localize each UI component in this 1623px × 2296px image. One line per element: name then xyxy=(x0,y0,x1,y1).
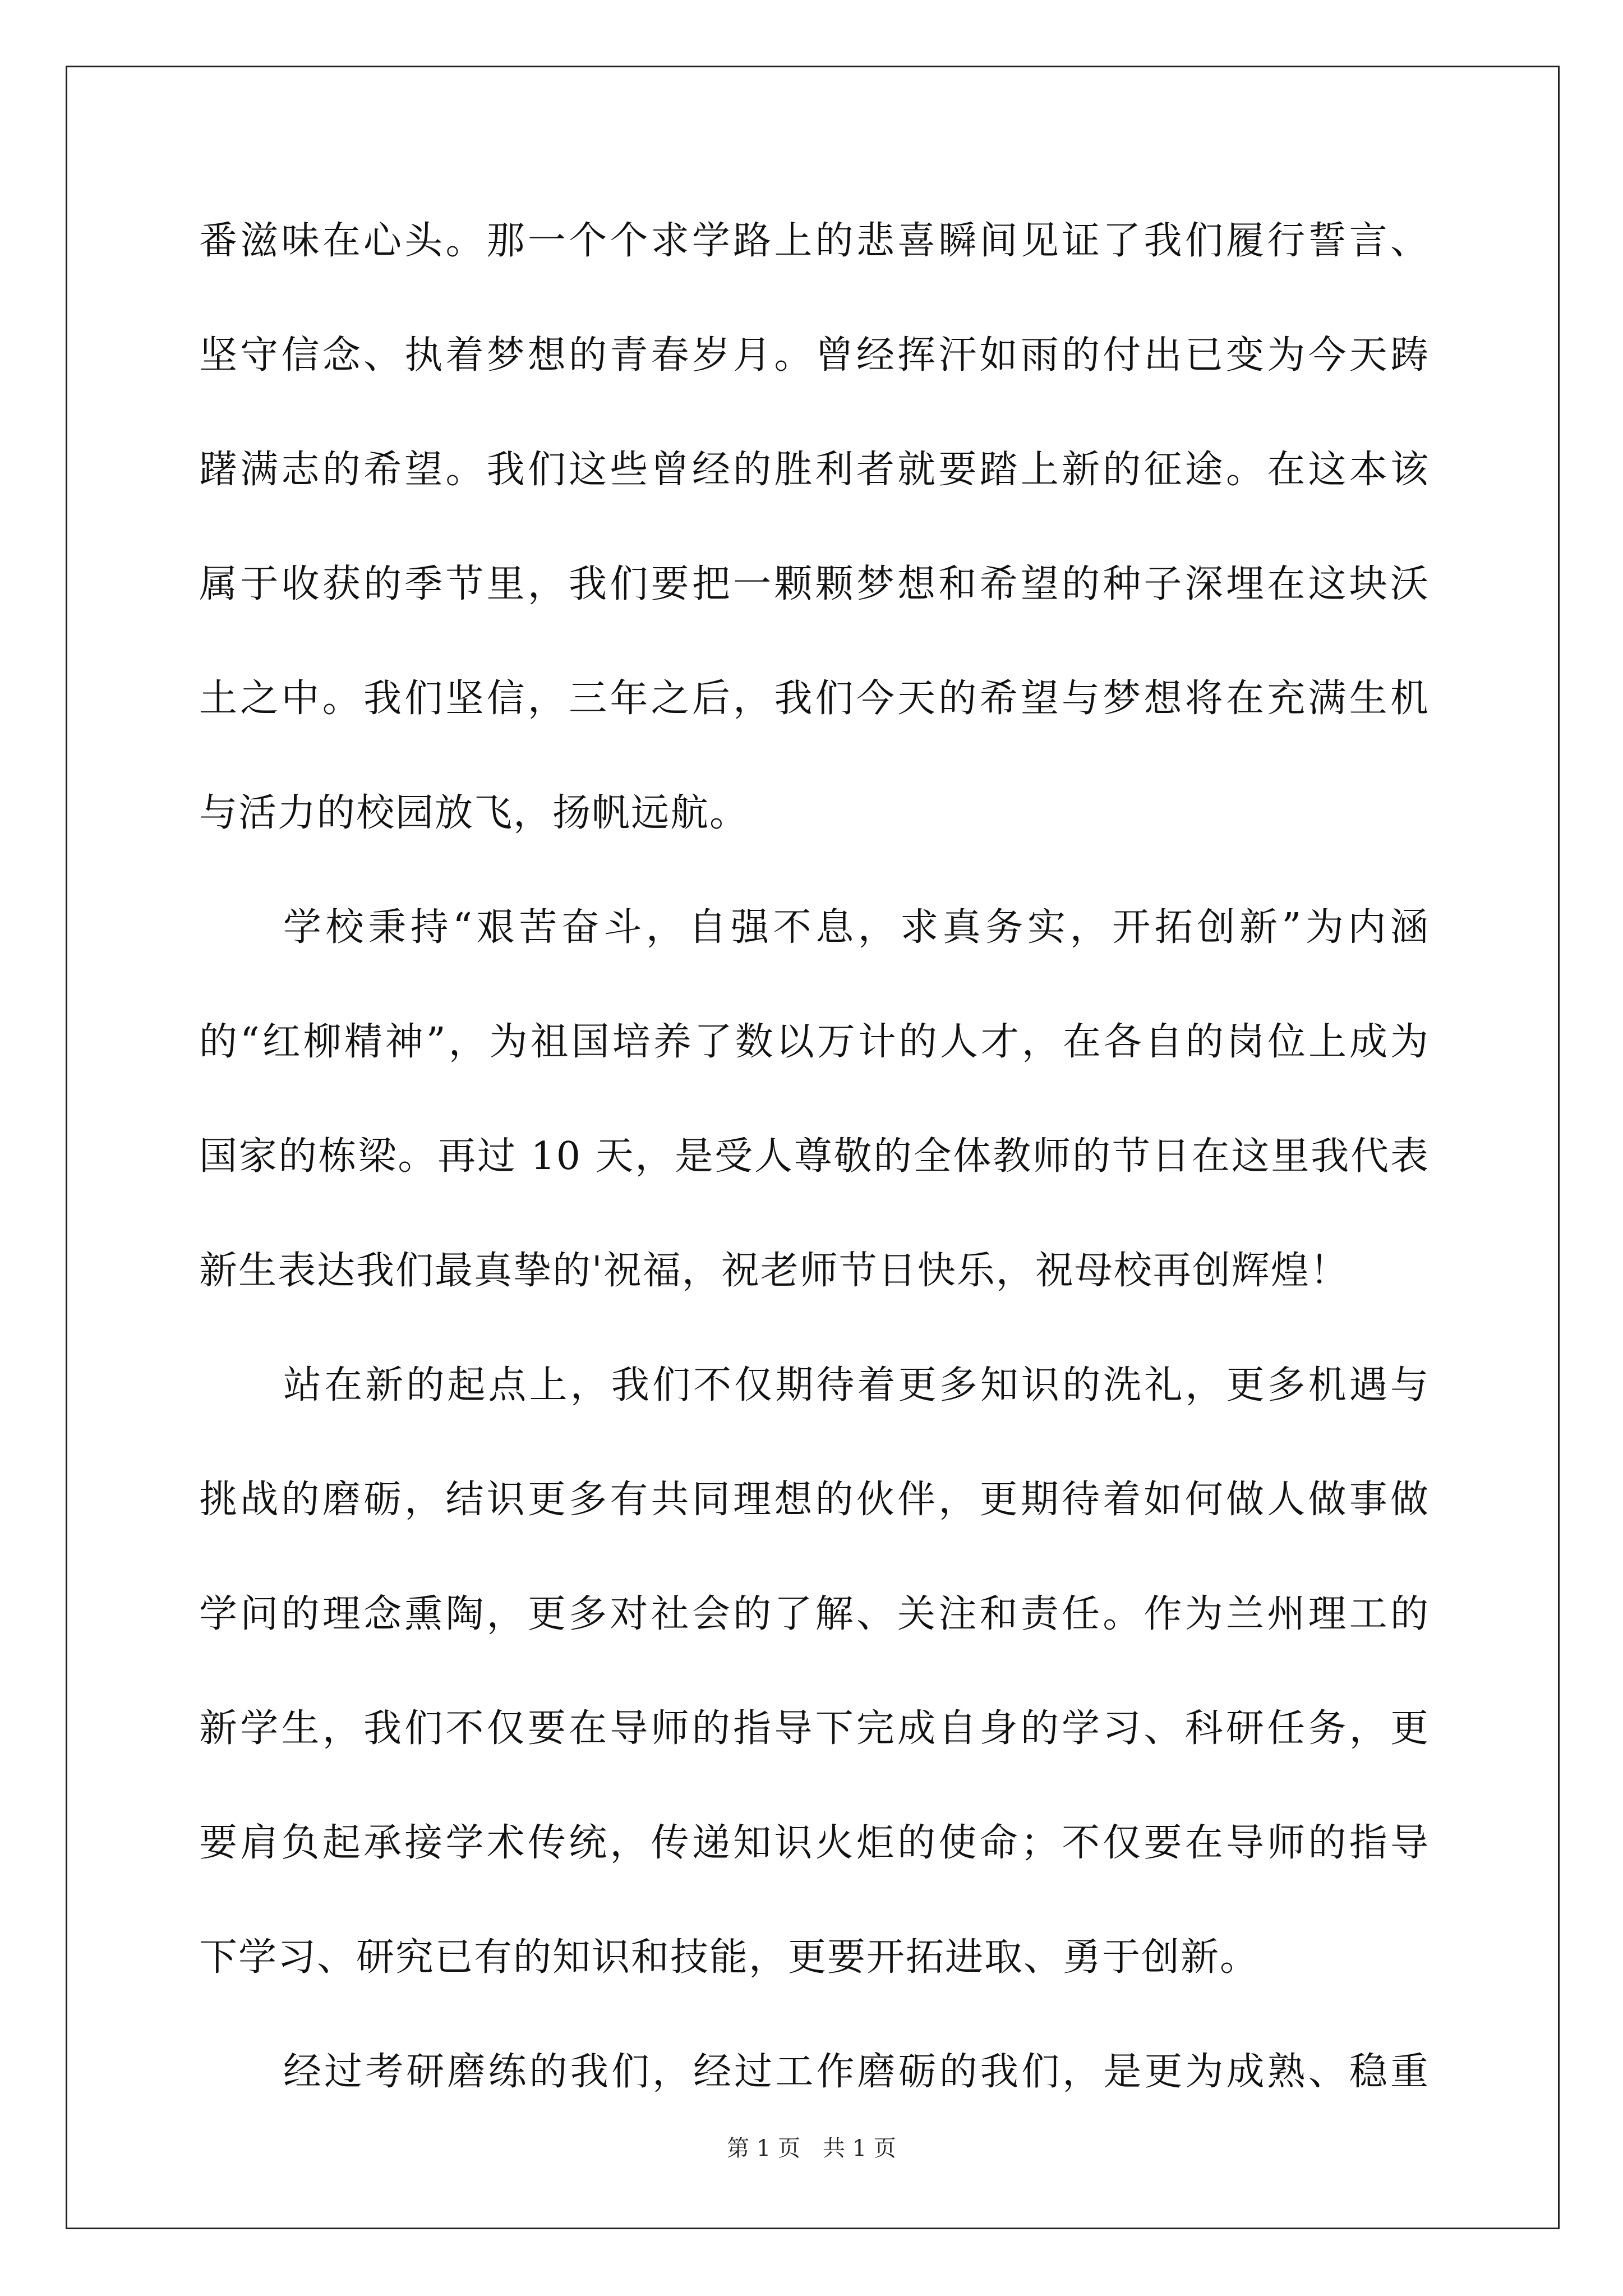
text-line: 学问的理念熏陶，更多对社会的了解、关注和责任。作为兰州理工的 xyxy=(199,1592,1430,1636)
text-line: 下学习、研究已有的知识和技能，更要开拓进取、勇于创新。 xyxy=(199,1935,1260,1980)
text-line: 国家的栋梁。再过 10 天，是受人尊敬的全体教师的节日在这里我代表 xyxy=(199,1134,1430,1179)
text-line: 新生表达我们最真挚的'祝福，祝老师节日快乐，祝母校再创辉煌！ xyxy=(199,1249,1349,1293)
text-line: 要肩负起承接学术传统，传递知识火炬的使命；不仅要在导师的指导 xyxy=(199,1821,1430,1865)
text-line: 新学生，我们不仅要在导师的指导下完成自身的学习、科研任务，更 xyxy=(199,1706,1430,1751)
text-line: 坚守信念、执着梦想的青春岁月。曾经挥汗如雨的付出已变为今天踌 xyxy=(199,333,1430,378)
text-line: 土之中。我们坚信，三年之后，我们今天的希望与梦想将在充满生机 xyxy=(199,677,1430,721)
text-line: 番滋味在心头。那一个个求学路上的悲喜瞬间见证了我们履行誓言、 xyxy=(199,219,1430,263)
document-body xyxy=(199,210,1430,2156)
text-line: 学校秉持“艰苦奋斗，自强不息，求真务实，开拓创新”为内涵 xyxy=(283,905,1430,950)
text-line: 与活力的校园放飞，扬帆远航。 xyxy=(199,791,749,835)
text-line: 站在新的起点上，我们不仅期待着更多知识的洗礼，更多机遇与 xyxy=(283,1363,1430,1407)
text-line: 挑战的磨砺，结识更多有共同理想的伙伴，更期待着如何做人做事做 xyxy=(199,1478,1430,1522)
page-footer: 第 1 页 共 1 页 xyxy=(727,2136,896,2161)
text-line: 经过考研磨练的我们，经过工作磨砺的我们，是更为成熟、稳重 xyxy=(283,2050,1430,2094)
text-line: 躇满志的希望。我们这些曾经的胜利者就要踏上新的征途。在这本该 xyxy=(199,448,1430,492)
text-line: 的“红柳精神”，为祖国培养了数以万计的人才，在各自的岗位上成为 xyxy=(199,1020,1430,1064)
text-line: 属于收获的季节里，我们要把一颗颗梦想和希望的种子深埋在这块沃 xyxy=(199,562,1430,606)
